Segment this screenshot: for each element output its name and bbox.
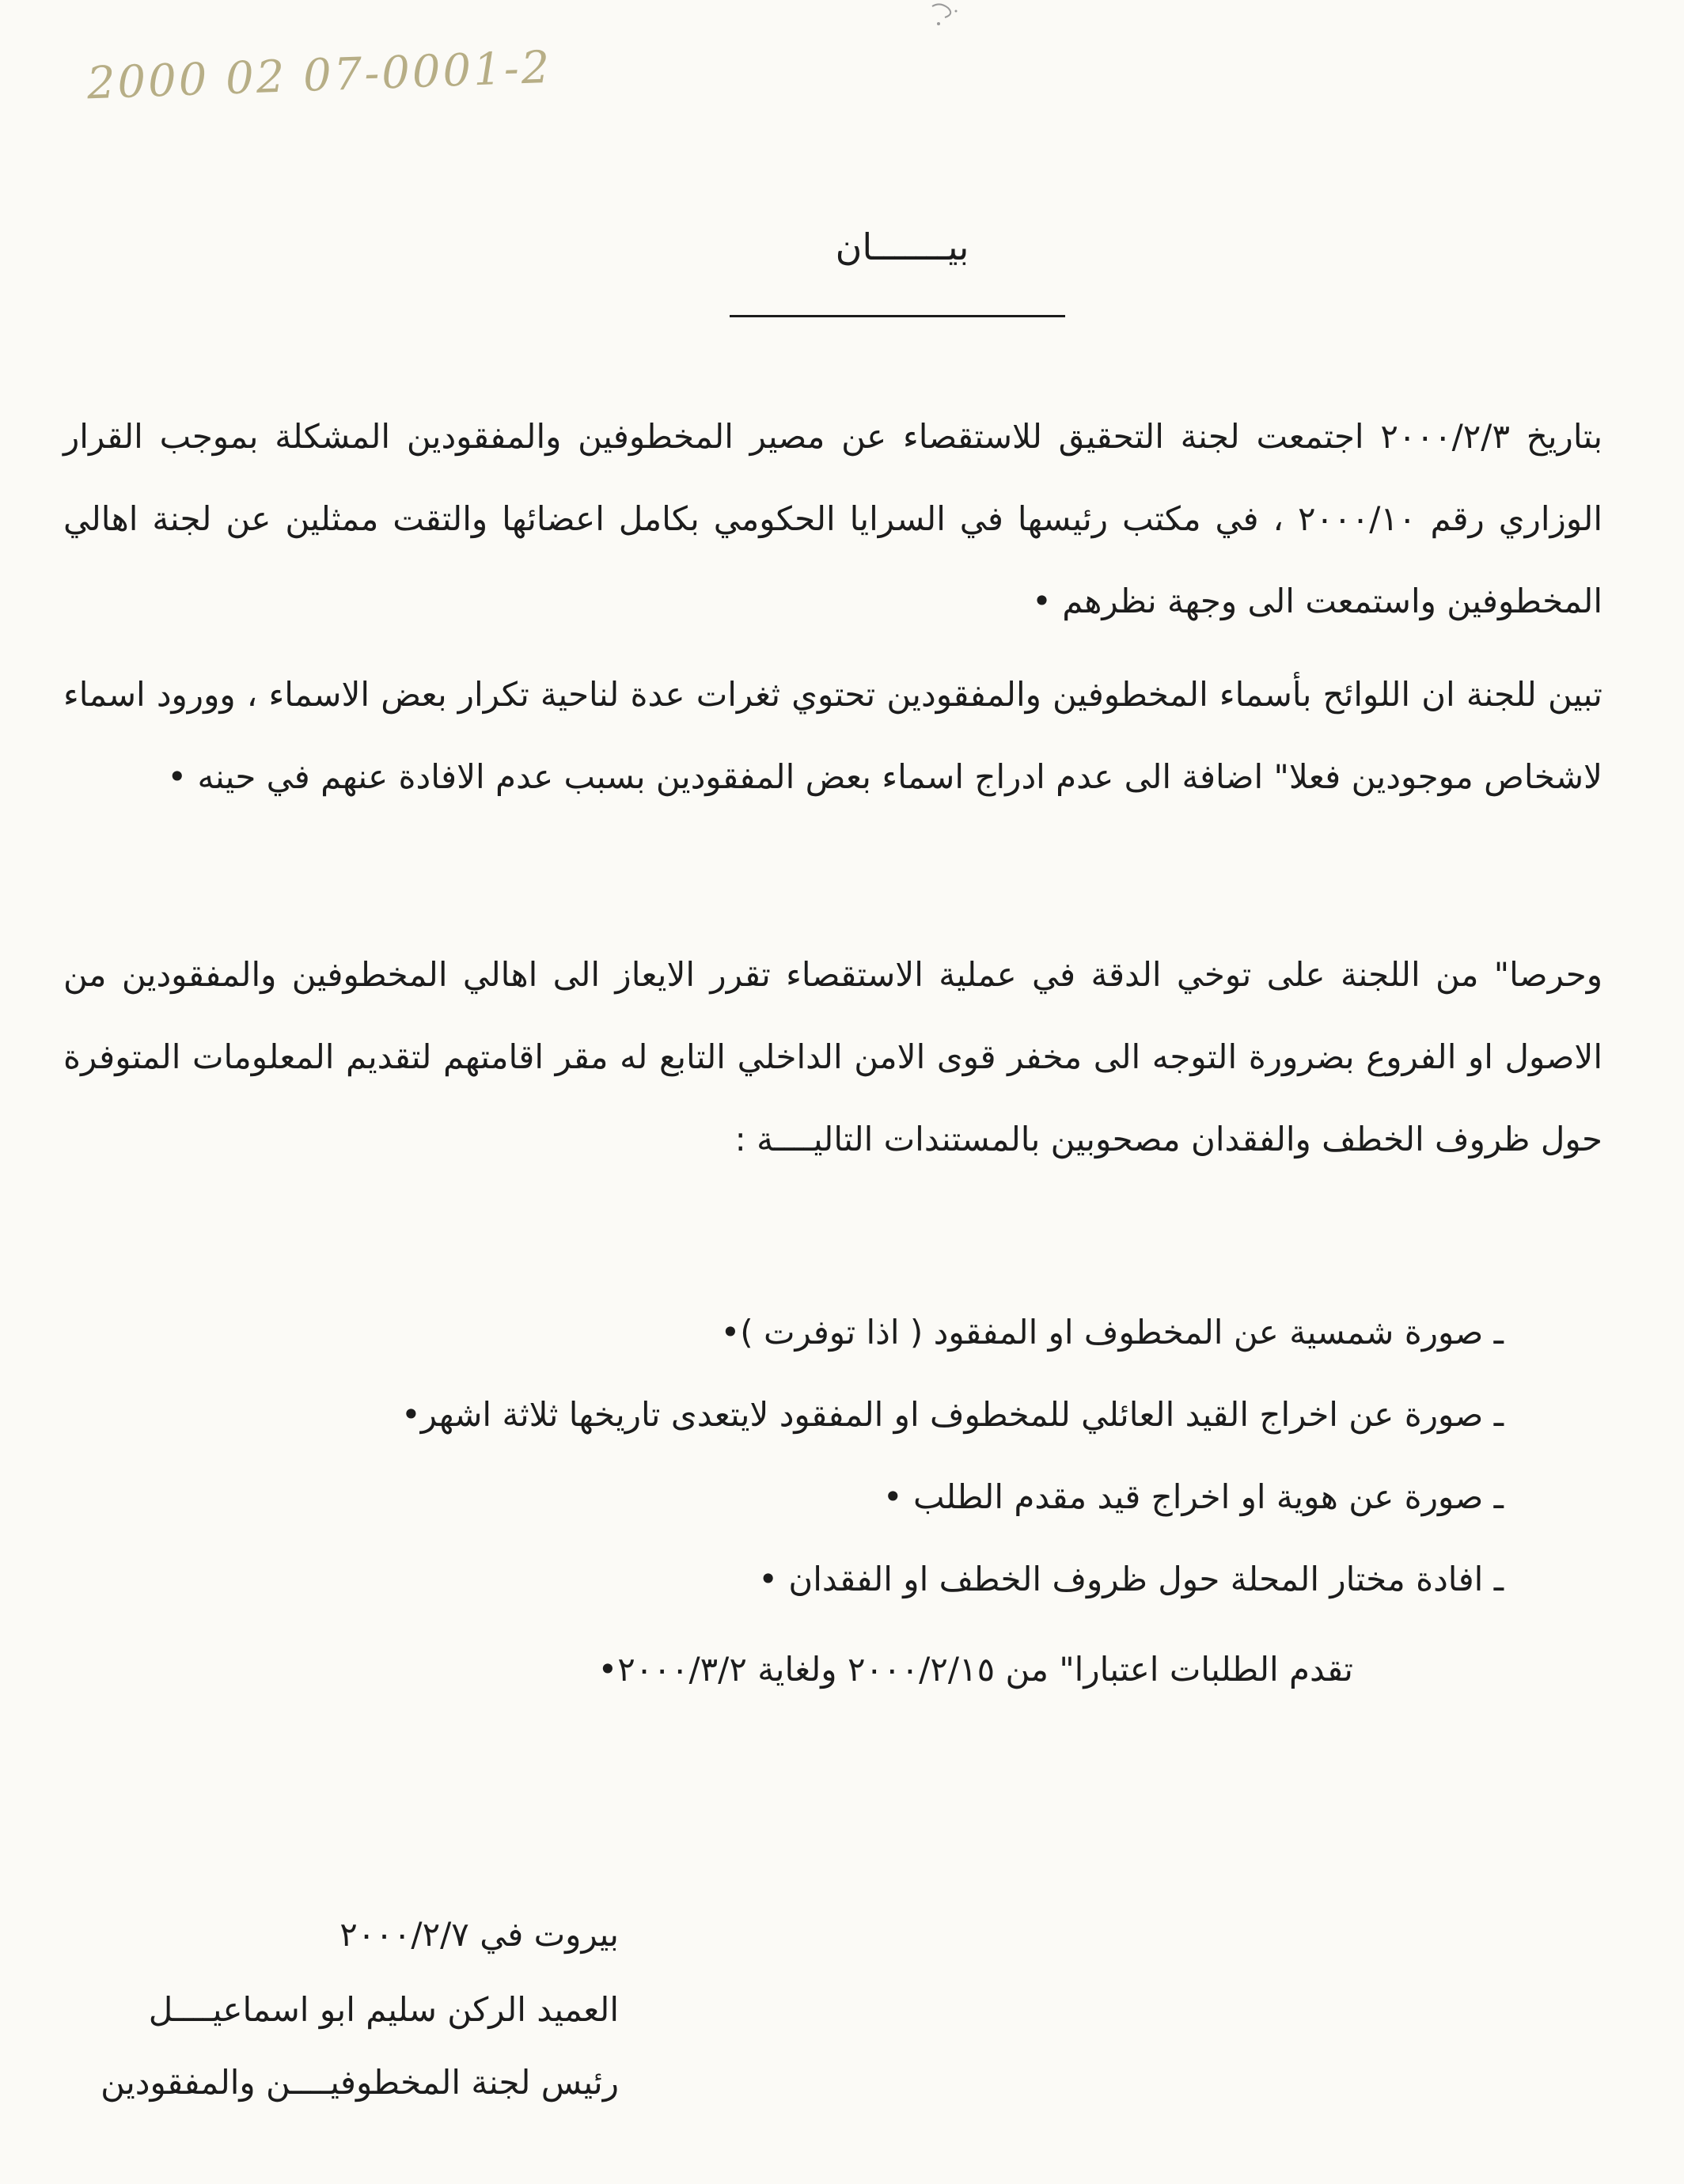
list-item: ـ صورة شمسية عن المخطوف او المفقود ( اذا توفرت )• xyxy=(720,1313,1504,1352)
paragraph-meeting: بتاريخ ٢٠٠٠/٢/٣ اجتمعت لجنة التحقيق للاستقصاء عن مصير المخطوفين والمفقودين المشكلة بموجب القرار الوزاري رقم ٢٠٠٠/١٠ ، في مكتب رئيسها في السرايا الحكومي بكامل اعضائها والتقت ممثلين عن لجنة اهالي المخطوفين واستمعت الى وجهة نظرهم • xyxy=(63,417,1603,620)
document-title: بيـــــــان xyxy=(835,226,969,268)
submission-deadline: تقدم الطلبات اعتبارا" من ٢٠٠٠/٢/١٥ ولغاية ٢٠٠٠/٣/٢• xyxy=(597,1650,1353,1689)
ink-speck-mark xyxy=(924,0,972,32)
paragraph-instructions: وحرصا" من اللجنة على توخي الدقة في عملية الاستقصاء تقرر الايعاز الى اهالي المخطوفين والمفقودين من الاصول او الفروع بضرورة التوجه الى مخفر قوى الامن الداخلي التابع له مقر اقامتهم لتقديم المعلومات المتوفرة حول ظروف الخطف والفقدان مصحوبين بالمستندات التاليــــة : xyxy=(63,955,1602,1158)
signatory-name: العميد الركن سليم ابو اسماعيــــل xyxy=(148,1990,619,2029)
signature-place-date: بيروت في ٢٠٠٠/٢/٧ xyxy=(339,1915,619,1954)
list-item: ـ صورة عن هوية او اخراج قيد مقدم الطلب • xyxy=(882,1477,1504,1516)
paragraph-findings: تبين للجنة ان اللوائح بأسماء المخطوفين والمفقودين تحتوي ثغرات عدة لناحية تكرار بعض الاسماء ، وورود اسماء لاشخاص موجودين فعلا" اضافة الى عدم ادراج اسماء بعض المفقودين بسبب عدم الافادة عنهم في حينه • xyxy=(63,675,1602,796)
list-item: ـ صورة عن اخراج القيد العائلي للمخطوف او المفقود لايتعدى تاريخها ثلاثة اشهر• xyxy=(400,1395,1504,1434)
title-underline xyxy=(730,315,1065,317)
list-item: ـ افادة مختار المحلة حول ظروف الخطف او الفقدان • xyxy=(758,1560,1504,1598)
handwritten-reference-number: 2000 02 07-0001-2 xyxy=(85,41,553,110)
signatory-position: رئيس لجنة المخطوفيــــن والمفقودين xyxy=(101,2063,619,2102)
required-documents-list xyxy=(79,1291,1504,1621)
